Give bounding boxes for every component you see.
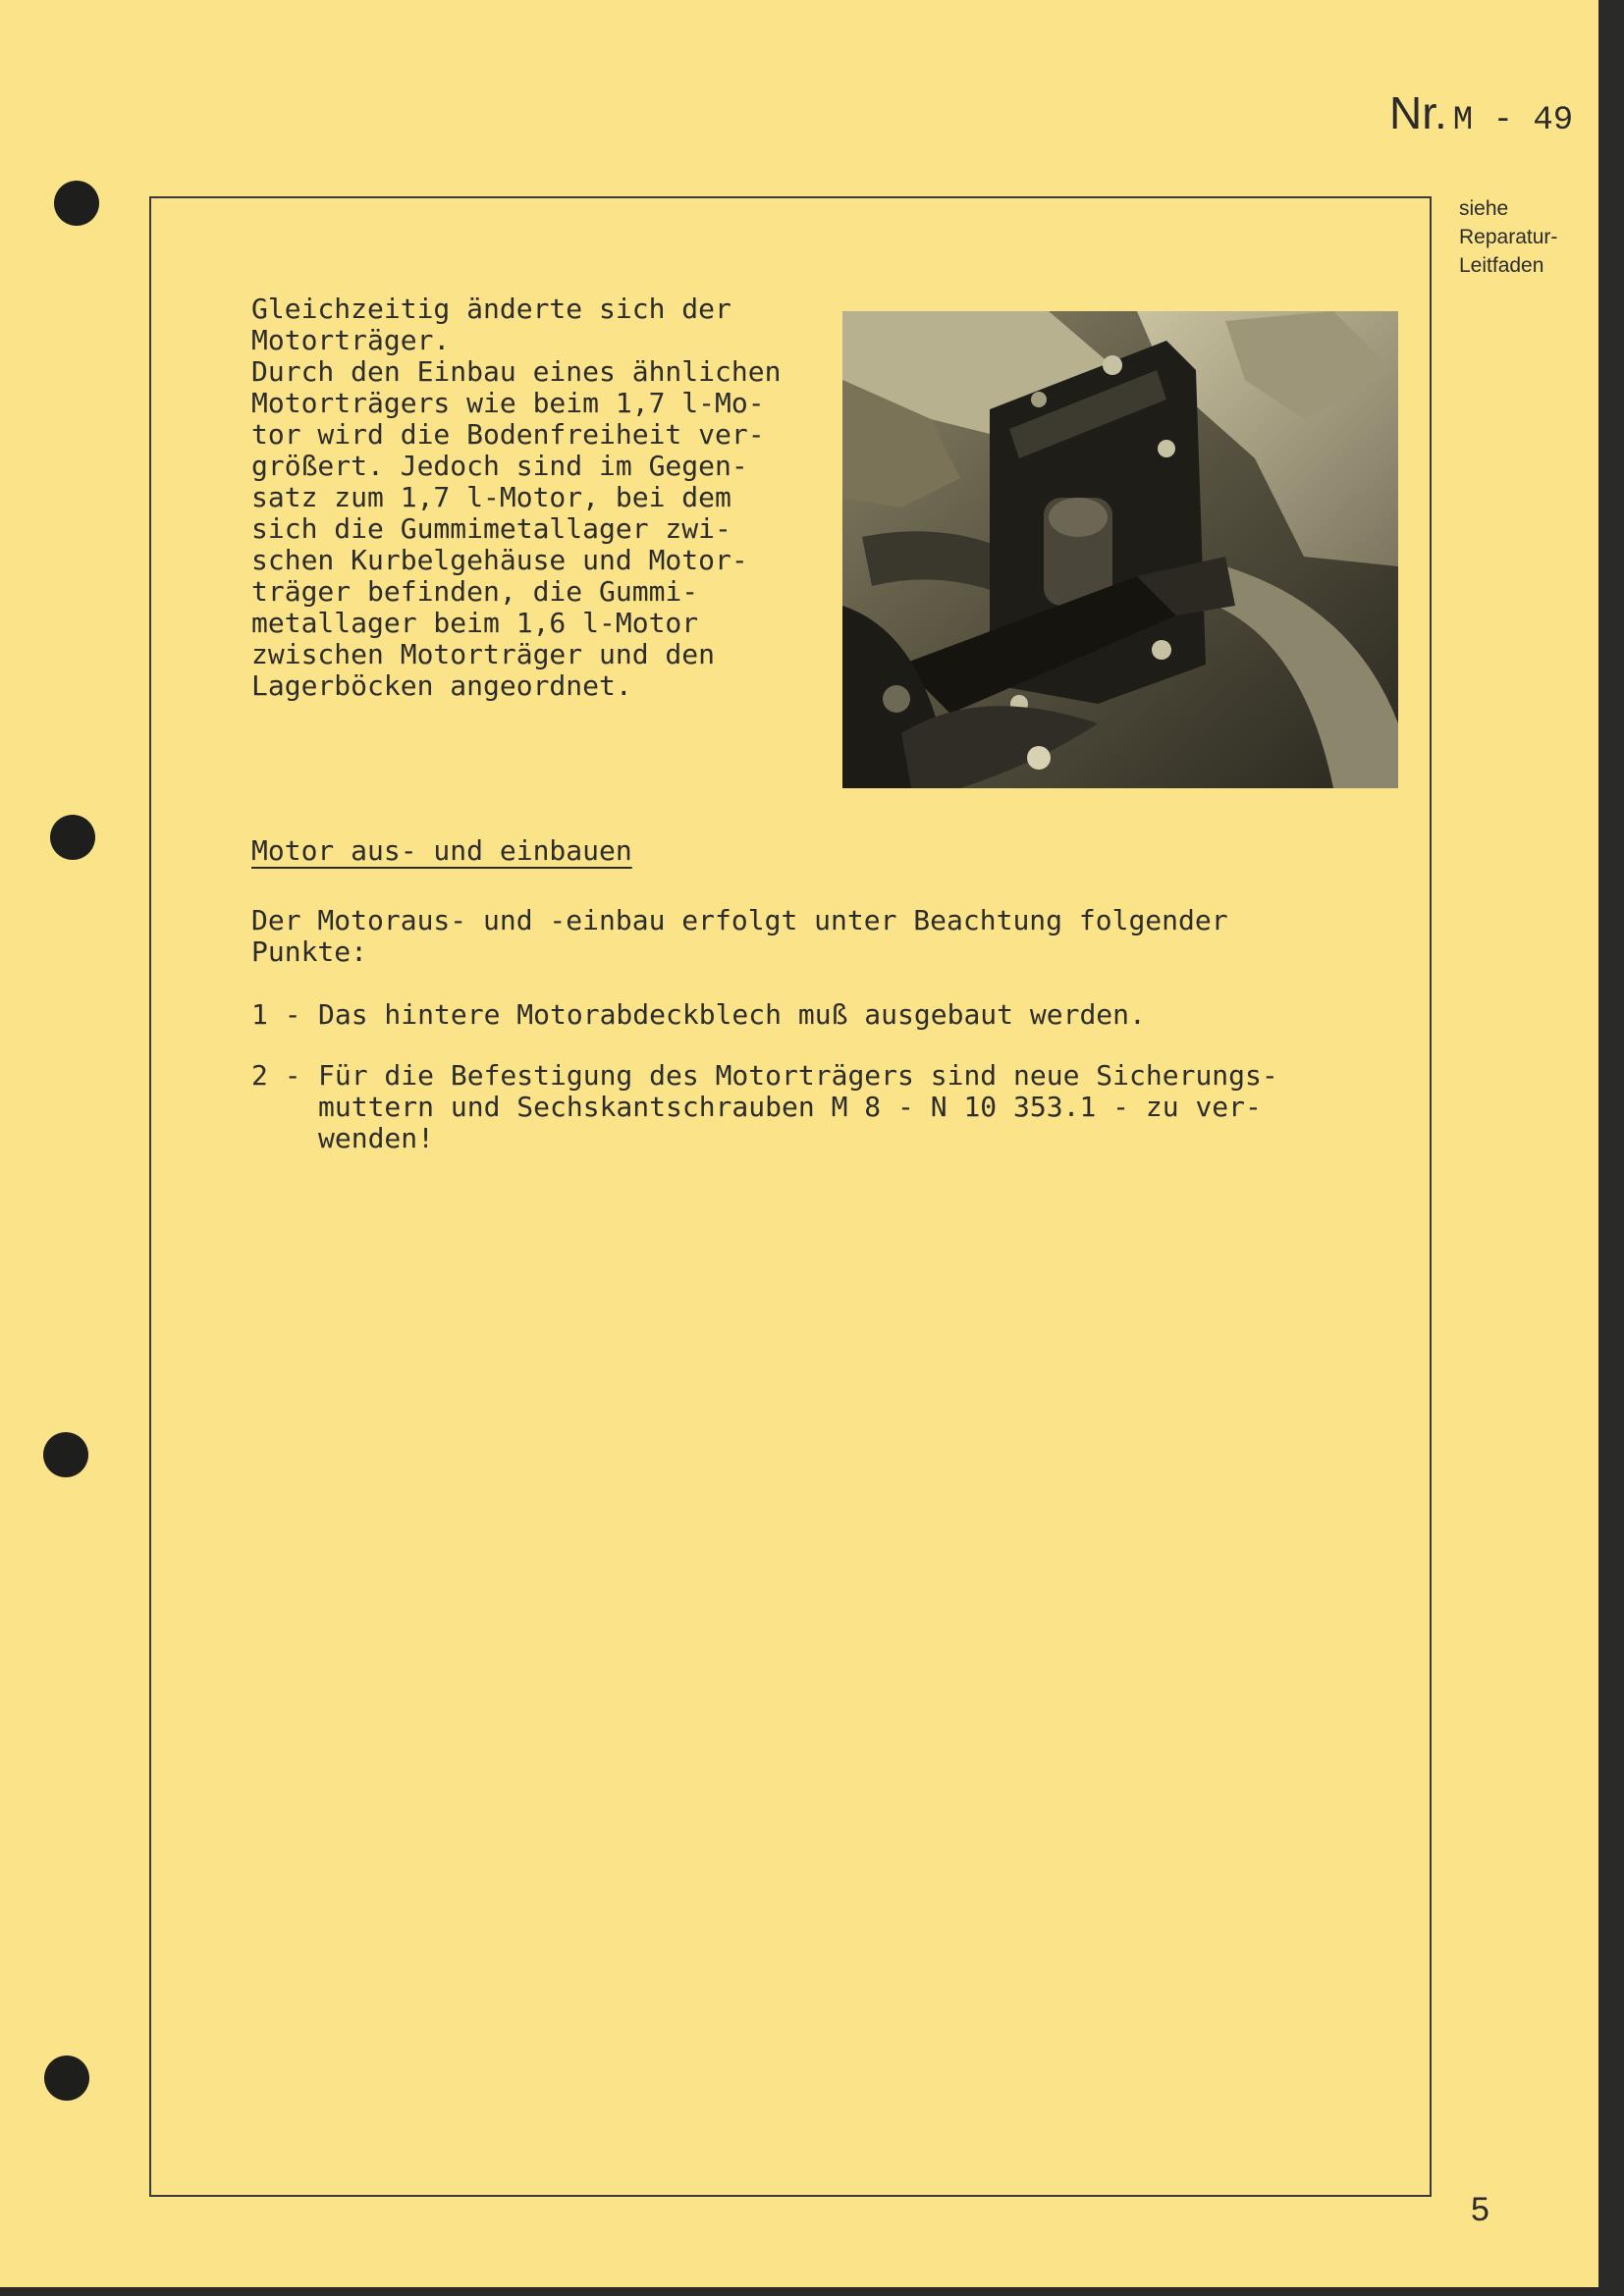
- document-number: [1389, 86, 1573, 139]
- intro-line: Gleichzeitig änderte sich der: [251, 293, 731, 325]
- intro-paragraph: [251, 294, 781, 702]
- engine-mount-photo: [842, 311, 1398, 788]
- intro-line: schen Kurbelgehäuse und Motor-: [251, 544, 748, 576]
- intro-line: Durch den Einbau eines ähnlichen: [251, 355, 782, 388]
- list-item-number: 1 -: [251, 998, 301, 1031]
- intro-line: Motorträger.: [251, 324, 451, 356]
- side-note-line: Reparatur-: [1459, 226, 1558, 248]
- list-item-text: [318, 999, 1146, 1031]
- intro-line: zwischen Motorträger und den: [251, 638, 716, 670]
- intro-line: Lagerböcken angeordnet.: [251, 669, 632, 702]
- lead-line: Der Motoraus- und -einbau erfolgt unter Beachtung folgender: [251, 904, 1228, 936]
- intro-line: metallager beim 1,6 l-Motor: [251, 607, 699, 639]
- intro-line: satz zum 1,7 l-Motor, bei dem: [251, 481, 731, 513]
- lead-line: Punkte:: [251, 935, 368, 968]
- page-number: 5: [1471, 2191, 1489, 2228]
- section-heading: Motor aus- und einbauen: [251, 834, 632, 867]
- punch-hole: [44, 2056, 89, 2101]
- intro-line: tor wird die Bodenfreiheit ver-: [251, 418, 765, 451]
- side-note: [1459, 194, 1557, 280]
- document-number-value: M - 49: [1452, 102, 1574, 139]
- list-item-text: [318, 1060, 1278, 1154]
- list-item-line: Für die Befestigung des Motorträgers sind neue Sicherungs-: [318, 1059, 1278, 1092]
- document-number-label: Nr.: [1389, 87, 1447, 138]
- list-item-line: wenden!: [318, 1122, 435, 1154]
- punch-hole: [43, 1432, 88, 1477]
- intro-line: Motorträgers wie beim 1,7 l-Mo-: [251, 387, 765, 419]
- intro-line: träger befinden, die Gummi-: [251, 575, 699, 608]
- intro-line: sich die Gummimetallager zwi-: [251, 512, 731, 545]
- side-note-line: Leitfaden: [1459, 254, 1544, 277]
- list-item-line: Das hintere Motorabdeckblech muß ausgebaut werden.: [318, 998, 1146, 1031]
- punch-hole: [50, 815, 95, 860]
- list-item-line: muttern und Sechskantschrauben M 8 - N 10 353.1 - zu ver-: [318, 1091, 1262, 1123]
- punch-hole: [54, 181, 99, 226]
- list-item-number: 2 -: [251, 1059, 301, 1092]
- intro-line: größert. Jedoch sind im Gegen-: [251, 450, 748, 482]
- side-note-line: siehe: [1459, 197, 1509, 220]
- section-lead: [251, 905, 1228, 968]
